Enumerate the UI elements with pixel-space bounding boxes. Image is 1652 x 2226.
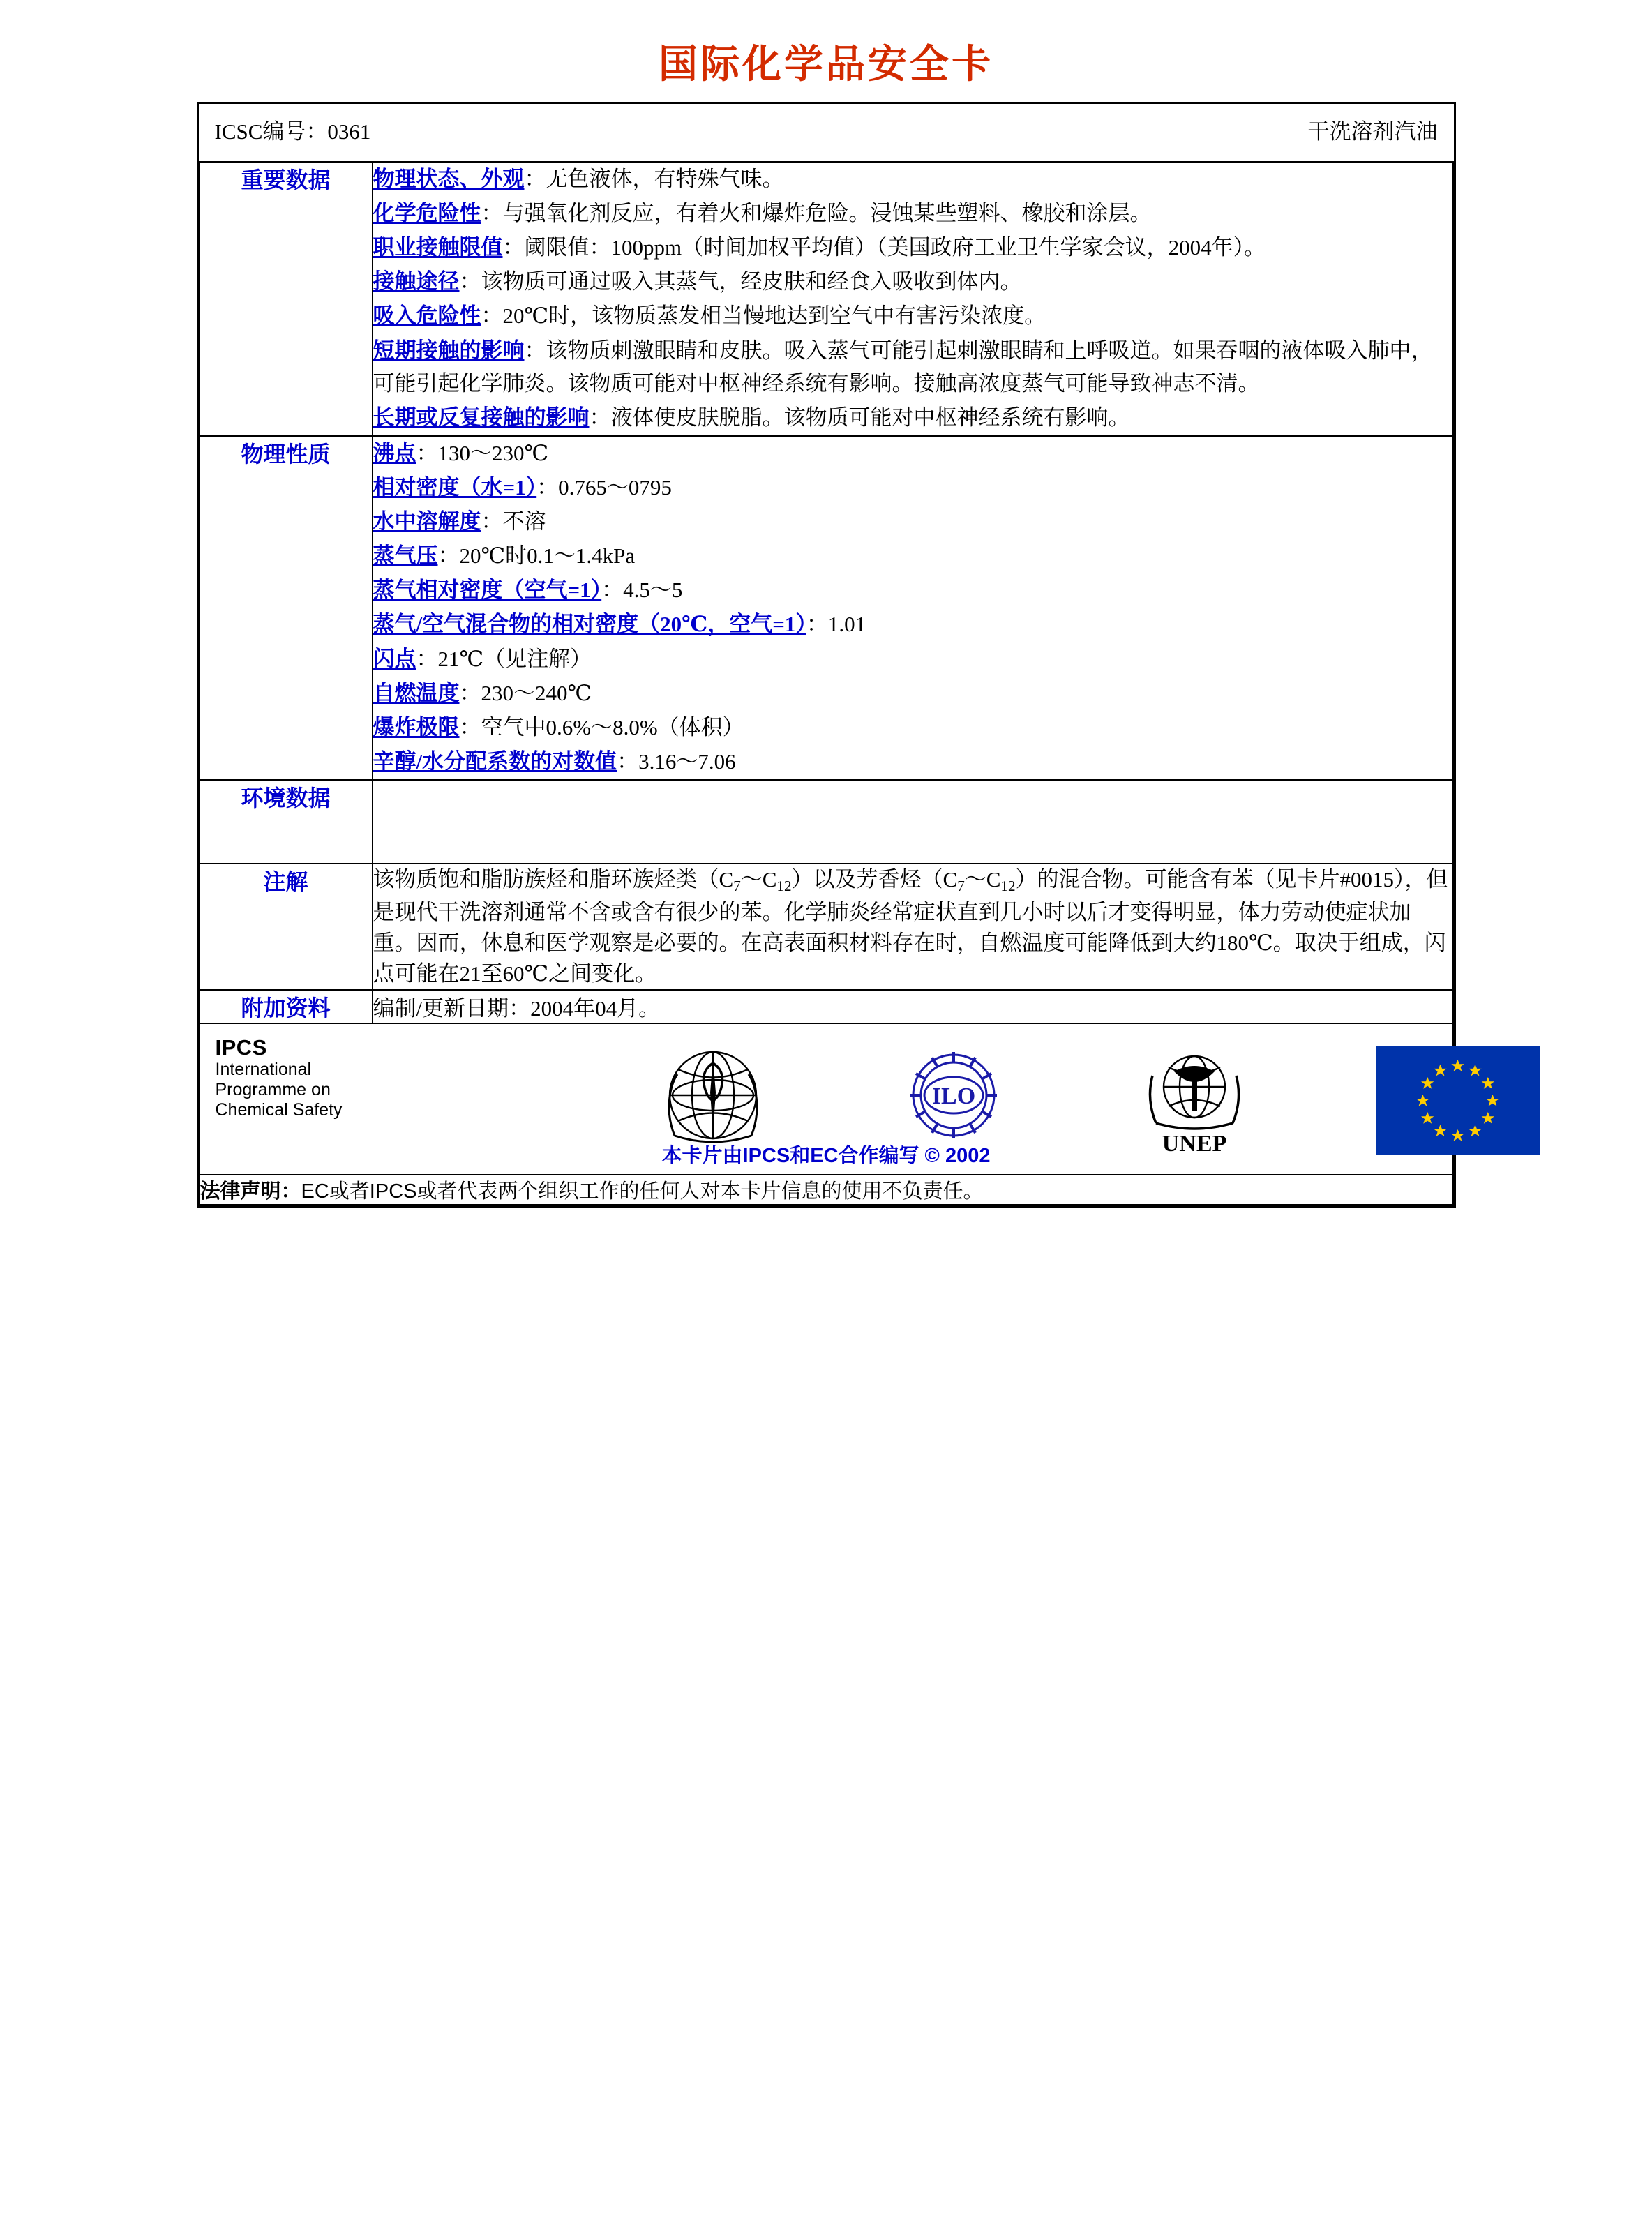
physical-property-item [373,608,1452,640]
term-sep: ： [459,269,481,294]
term: 吸入危险性 [373,303,481,329]
physical-property-item [373,437,1452,469]
notes-text-a: 该物质饱和脂肪族烃和脂环族烃类（C [373,866,734,892]
icsc-card [197,102,1456,1208]
term: 自燃温度 [373,680,460,705]
credit-line: 本卡片由IPCS和EC合作编写 © 2002 [661,1144,991,1167]
important-data-label: 重要数据 [200,162,373,436]
term-sep: ： [481,509,503,534]
notes-sub-3: 7 [957,877,965,894]
notes-sub-2: 12 [776,877,792,894]
term-sep: ： [481,201,503,226]
eu-flag-icon [1376,1046,1540,1155]
additional-info-row [200,990,1453,1023]
term-sep: ： [416,646,438,671]
important-data-item [373,197,1452,230]
term-text: 230～240℃ [481,680,592,705]
physical-property-item [373,573,1452,606]
icsc-number-label: ICSC编号： [214,119,328,144]
term-sep: ： [437,543,460,569]
term-text: 1.01 [827,612,866,637]
term: 蒸气相对密度（空气=1） [373,578,602,603]
notes-label: 注解 [200,864,373,990]
term: 职业接触限值 [373,235,503,260]
physical-properties-label: 物理性质 [200,436,373,780]
term-text: 不溶 [502,509,546,534]
card-table [199,104,1454,1205]
icsc-number-value: 0361 [327,119,371,144]
legal-label: 法律声明： [200,1180,301,1203]
term-text: 该物质可通过吸入其蒸气，经皮肤和经食入吸收到体内。 [481,269,1022,294]
term: 辛醇/水分配系数的对数值 [373,749,617,774]
term-text: 130～230℃ [437,440,549,465]
term-sep: ： [617,749,639,774]
term-text: 4.5～5 [623,578,683,603]
term-sep: ： [459,714,481,739]
term-sep: ： [502,235,525,260]
notes-row [200,864,1453,990]
substance-name: 干洗溶剂汽油 [1307,119,1438,144]
physical-property-item [373,711,1452,744]
important-data-item [373,334,1452,400]
ipcs-line-1: International [215,1060,312,1080]
important-data-item [373,163,1452,195]
important-data-item [373,299,1452,332]
term-sep: ： [416,440,438,465]
notes-sub-1: 7 [733,877,741,894]
card-header-row [200,104,1453,162]
physical-property-item [373,539,1452,572]
legal-text: EC或者IPCS或者代表两个组织工作的任何人对本卡片信息的使用不负责任。 [301,1180,984,1203]
page-title: 国际化学品安全卡 [659,41,993,87]
important-data-row [200,162,1453,436]
logos-row [200,1023,1453,1175]
term-sep: ： [601,578,624,603]
physical-property-item [373,642,1452,675]
term-text: 与强氧化剂反应，有着火和爆炸危险。浸蚀某些塑料、橡胶和涂层。 [502,201,1152,226]
card-header [200,104,1453,161]
important-data-item [373,265,1452,298]
term-text: 0.765～0795 [558,474,672,499]
ipcs-text-block [216,1035,343,1120]
logos-cell [200,1023,1453,1175]
important-data-item [373,231,1452,264]
notes-text-e: ）的混合物。可能含有苯（见卡片#0015），但是现代干洗溶剂通常不含或含有很少的苯。化学肺炎经常症状直到几小时以后才变得明显，体力劳动使症状加重。因而，休息和医学观察是必要的。在高表面积材料存在时，自燃温度可能降低到大约180℃。取决于组成，闪点可能在21至60℃之间变化。 [373,866,1448,986]
additional-info-label: 附加资料 [200,990,373,1023]
term-text: 该物质刺激眼睛和皮肤。吸入蒸气可能引起刺激眼睛和上呼吸道。如果吞咽的液体吸入肺中，可能引起化学肺炎。该物质可能对中枢神经系统有影响。接触高浓度蒸气可能导致神志不清。 [373,338,1433,396]
notes-text-d: ～C [964,866,1001,892]
notes-text-c: ）以及芳香烃（C [791,866,958,892]
additional-info-content: 编制/更新日期：2004年04月。 [373,990,1453,1023]
environmental-data-row [200,780,1453,864]
term: 短期接触的影响 [373,338,525,363]
term-text: 空气中0.6%～8.0%（体积） [481,714,744,739]
ipcs-line-2: Programme on [215,1080,331,1100]
term-text: 液体使皮肤脱脂。该物质可能对中枢神经系统有影响。 [610,405,1130,430]
logos-area [200,1024,1452,1174]
physical-property-item [373,745,1452,778]
ipcs-line-3: Chemical Safety [215,1099,343,1120]
term-sep: ： [589,405,611,430]
term-text: 阈限值：100ppm（时间加权平均值）（美国政府工业卫生学家会议，2004年）。 [524,235,1266,260]
physical-properties-content [373,436,1453,780]
term-sep: ： [524,338,546,363]
notes-content [373,864,1453,990]
term-text: 无色液体，有特殊气味。 [546,167,784,191]
term-text: 20℃时，该物质蒸发相当慢地达到空气中有害污染浓度。 [502,303,1046,329]
term: 沸点 [373,440,416,465]
physical-property-item [373,471,1452,504]
notes-text-b: ～C [740,866,777,892]
term: 蒸气/空气混合物的相对密度（20℃，空气=1） [373,612,806,637]
legal-row [200,1175,1453,1205]
notes-sub-4: 12 [1000,877,1016,894]
term: 蒸气压 [373,543,438,569]
term: 化学危险性 [373,201,481,226]
physical-properties-row [200,436,1453,780]
term: 闪点 [373,646,416,671]
important-data-item [373,401,1452,434]
term: 爆炸极限 [373,714,460,739]
term-sep: ： [806,612,828,637]
important-data-content [373,162,1453,436]
term-sep: ： [524,167,546,191]
environmental-data-content [373,780,1453,864]
physical-property-item [373,505,1452,538]
term: 相对密度（水=1） [373,474,537,499]
term: 长期或反复接触的影响 [373,405,590,430]
term-sep: ： [459,680,481,705]
environmental-data-label: 环境数据 [200,780,373,864]
ipcs-acronym: IPCS [215,1035,267,1060]
legal-notice [200,1175,1453,1205]
term-text: 20℃时0.1～1.4kPa [459,543,636,569]
term: 水中溶解度 [373,509,481,534]
physical-property-item [373,677,1452,709]
ilo-logo-label: ILO [931,1083,975,1109]
term-text: 21℃（见注解） [437,646,592,671]
term: 接触途径 [373,269,460,294]
unep-logo-label: UNEP [1162,1130,1226,1157]
card-header-cell [200,104,1453,162]
term-text: 3.16～7.06 [638,749,736,774]
term-sep: ： [536,474,559,499]
icsc-number-group [215,114,371,145]
term-sep: ： [481,303,503,329]
term: 物理状态、外观 [373,167,525,191]
